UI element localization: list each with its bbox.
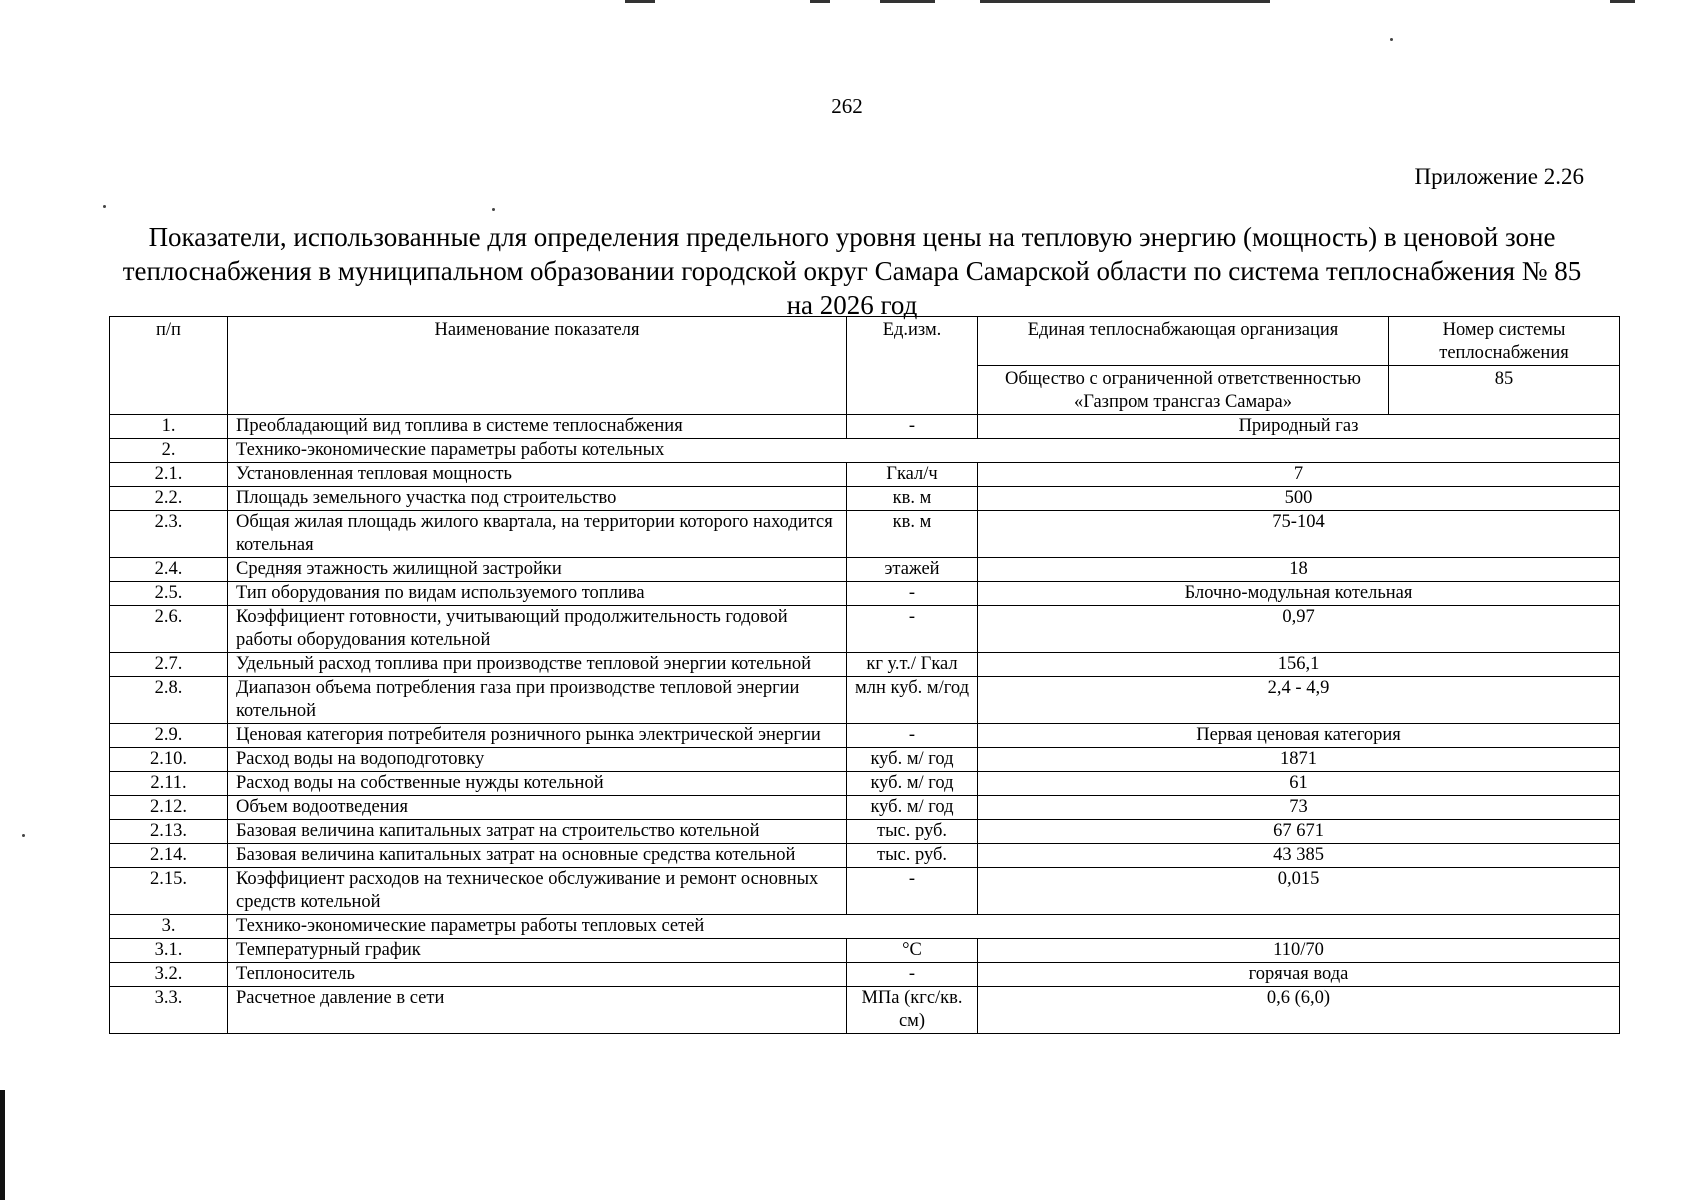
row-number: 3.3. bbox=[110, 987, 228, 1034]
row-name: Расход воды на собственные нужды котельной bbox=[228, 772, 847, 796]
row-unit: тыс. руб. bbox=[847, 844, 978, 868]
row-value: Природный газ bbox=[978, 415, 1620, 439]
row-unit: - bbox=[847, 868, 978, 915]
row-value: 67 671 bbox=[978, 820, 1620, 844]
row-value: 7 bbox=[978, 463, 1620, 487]
scan-speck bbox=[22, 834, 25, 837]
table-row bbox=[110, 748, 1620, 772]
row-unit: °С bbox=[847, 939, 978, 963]
row-value: Блочно-модульная котельная bbox=[978, 582, 1620, 606]
table-row bbox=[110, 772, 1620, 796]
row-name: Ценовая категория потребителя розничного рынка электрической энергии bbox=[228, 724, 847, 748]
document-title: Показатели, использованные для определения предельного уровня цены на тепловую энергию (мощность) в ценовой зоне теплоснабжения в муниципальном образовании городской округ Самара Самарской области по система теплоснабжения № 85 на 2026 год bbox=[122, 222, 1582, 320]
row-value: 110/70 bbox=[978, 939, 1620, 963]
row-name: Коэффициент расходов на техническое обслуживание и ремонт основных средств котельной bbox=[228, 868, 847, 915]
row-value: горячая вода bbox=[978, 963, 1620, 987]
table-row bbox=[110, 511, 1620, 558]
system-number-value: 85 bbox=[1389, 366, 1620, 415]
row-unit: - bbox=[847, 606, 978, 653]
row-name: Коэффициент готовности, учитывающий продолжительность годовой работы оборудования котельной bbox=[228, 606, 847, 653]
scan-top-marks bbox=[0, 0, 1694, 6]
row-number: 2.7. bbox=[110, 653, 228, 677]
table-row bbox=[110, 582, 1620, 606]
row-value: 18 bbox=[978, 558, 1620, 582]
row-number: 2.1. bbox=[110, 463, 228, 487]
row-value: 1871 bbox=[978, 748, 1620, 772]
row-value: Первая ценовая категория bbox=[978, 724, 1620, 748]
row-number: 2.12. bbox=[110, 796, 228, 820]
page-number: 262 bbox=[831, 94, 863, 118]
row-number: 2.14. bbox=[110, 844, 228, 868]
scan-speck bbox=[492, 208, 495, 211]
header-unit: Ед.изм. bbox=[847, 317, 978, 415]
table-row bbox=[110, 606, 1620, 653]
row-number: 2. bbox=[110, 439, 228, 463]
header-num: п/п bbox=[110, 317, 228, 415]
row-name: Удельный расход топлива при производстве тепловой энергии котельной bbox=[228, 653, 847, 677]
row-name: Тип оборудования по видам используемого топлива bbox=[228, 582, 847, 606]
row-name: Преобладающий вид топлива в системе теплоснабжения bbox=[228, 415, 847, 439]
scan-edge-shadow bbox=[0, 1090, 5, 1200]
row-name: Средняя этажность жилищной застройки bbox=[228, 558, 847, 582]
row-number: 2.9. bbox=[110, 724, 228, 748]
row-value: 0,6 (6,0) bbox=[978, 987, 1620, 1034]
row-number: 2.8. bbox=[110, 677, 228, 724]
row-name: Базовая величина капитальных затрат на строительство котельной bbox=[228, 820, 847, 844]
row-unit: - bbox=[847, 582, 978, 606]
row-value: 43 385 bbox=[978, 844, 1620, 868]
row-unit: кв. м bbox=[847, 487, 978, 511]
row-value: 0,015 bbox=[978, 868, 1620, 915]
header-organization: Единая теплоснабжающая организация bbox=[978, 317, 1389, 366]
row-name: Объем водоотведения bbox=[228, 796, 847, 820]
table-row bbox=[110, 939, 1620, 963]
row-number: 2.13. bbox=[110, 820, 228, 844]
header-name: Наименование показателя bbox=[228, 317, 847, 415]
scan-speck bbox=[103, 205, 106, 208]
section-row bbox=[110, 439, 1620, 463]
row-value: 156,1 bbox=[978, 653, 1620, 677]
indicators-table bbox=[109, 316, 1620, 1034]
row-unit: куб. м/ год bbox=[847, 796, 978, 820]
row-unit: кв. м bbox=[847, 511, 978, 558]
row-name: Расчетное давление в сети bbox=[228, 987, 847, 1034]
row-name: Общая жилая площадь жилого квартала, на территории которого находится котельная bbox=[228, 511, 847, 558]
table-row bbox=[110, 724, 1620, 748]
appendix-label: Приложение 2.26 bbox=[1414, 164, 1584, 189]
row-name: Диапазон объема потребления газа при производстве тепловой энергии котельной bbox=[228, 677, 847, 724]
table-row bbox=[110, 463, 1620, 487]
table-row bbox=[110, 987, 1620, 1034]
row-number: 3.2. bbox=[110, 963, 228, 987]
section-row bbox=[110, 915, 1620, 939]
row-name: Технико-экономические параметры работы тепловых сетей bbox=[228, 915, 1620, 939]
row-name: Базовая величина капитальных затрат на основные средства котельной bbox=[228, 844, 847, 868]
row-value: 73 bbox=[978, 796, 1620, 820]
row-unit: этажей bbox=[847, 558, 978, 582]
row-number: 2.11. bbox=[110, 772, 228, 796]
row-name: Расход воды на водоподготовку bbox=[228, 748, 847, 772]
table-row bbox=[110, 820, 1620, 844]
row-number: 2.6. bbox=[110, 606, 228, 653]
row-number: 2.10. bbox=[110, 748, 228, 772]
table-row bbox=[110, 963, 1620, 987]
row-value: 75-104 bbox=[978, 511, 1620, 558]
row-value: 2,4 - 4,9 bbox=[978, 677, 1620, 724]
row-name: Теплоноситель bbox=[228, 963, 847, 987]
row-unit: Гкал/ч bbox=[847, 463, 978, 487]
table-row bbox=[110, 653, 1620, 677]
table-row bbox=[110, 796, 1620, 820]
row-number: 2.3. bbox=[110, 511, 228, 558]
organization-name: Общество с ограниченной ответственностью «Газпром трансгаз Самара» bbox=[978, 366, 1389, 415]
header-system-number: Номер системы теплоснабжения bbox=[1389, 317, 1620, 366]
row-number: 2.5. bbox=[110, 582, 228, 606]
table-body bbox=[110, 415, 1620, 1034]
row-name: Площадь земельного участка под строительство bbox=[228, 487, 847, 511]
row-number: 3. bbox=[110, 915, 228, 939]
row-unit: - bbox=[847, 415, 978, 439]
table-row bbox=[110, 868, 1620, 915]
row-number: 2.15. bbox=[110, 868, 228, 915]
row-value: 61 bbox=[978, 772, 1620, 796]
row-number: 2.2. bbox=[110, 487, 228, 511]
table-row bbox=[110, 677, 1620, 724]
row-unit: млн куб. м/год bbox=[847, 677, 978, 724]
row-value: 500 bbox=[978, 487, 1620, 511]
row-name: Температурный график bbox=[228, 939, 847, 963]
row-name: Установленная тепловая мощность bbox=[228, 463, 847, 487]
scan-speck bbox=[1390, 38, 1393, 41]
table-row bbox=[110, 558, 1620, 582]
row-unit: куб. м/ год bbox=[847, 748, 978, 772]
row-number: 2.4. bbox=[110, 558, 228, 582]
row-name: Технико-экономические параметры работы котельных bbox=[228, 439, 1620, 463]
table-row bbox=[110, 415, 1620, 439]
row-value: 0,97 bbox=[978, 606, 1620, 653]
table-row bbox=[110, 487, 1620, 511]
row-number: 1. bbox=[110, 415, 228, 439]
row-unit: - bbox=[847, 724, 978, 748]
row-number: 3.1. bbox=[110, 939, 228, 963]
row-unit: - bbox=[847, 963, 978, 987]
table-row bbox=[110, 844, 1620, 868]
row-unit: МПа (кгс/кв. см) bbox=[847, 987, 978, 1034]
row-unit: тыс. руб. bbox=[847, 820, 978, 844]
row-unit: куб. м/ год bbox=[847, 772, 978, 796]
row-unit: кг у.т./ Гкал bbox=[847, 653, 978, 677]
